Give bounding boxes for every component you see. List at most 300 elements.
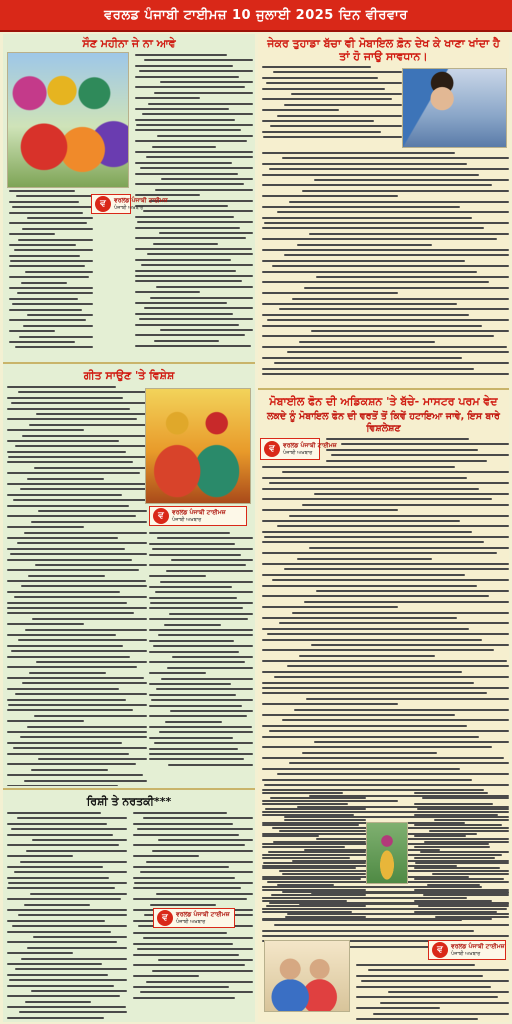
text-line bbox=[9, 276, 89, 278]
text-line bbox=[7, 720, 84, 722]
text-line bbox=[311, 644, 509, 646]
text-line bbox=[136, 124, 253, 126]
text-line bbox=[270, 125, 402, 127]
text-line bbox=[149, 726, 252, 728]
text-line bbox=[135, 227, 240, 229]
article-body-intro bbox=[322, 438, 509, 465]
text-line bbox=[262, 682, 474, 684]
text-line bbox=[277, 211, 509, 213]
text-line bbox=[262, 357, 462, 359]
text-line bbox=[297, 558, 433, 560]
text-line bbox=[262, 606, 398, 608]
text-line bbox=[135, 345, 251, 347]
text-line bbox=[262, 249, 509, 251]
text-line bbox=[160, 81, 253, 83]
text-line bbox=[135, 280, 242, 282]
text-line bbox=[302, 504, 509, 506]
text-line bbox=[282, 719, 509, 721]
text-line bbox=[157, 537, 253, 539]
text-line bbox=[292, 298, 509, 300]
text-line bbox=[18, 239, 93, 241]
text-line bbox=[25, 1001, 91, 1003]
text-line bbox=[265, 808, 366, 810]
text-line bbox=[7, 483, 147, 485]
text-line bbox=[147, 253, 253, 255]
text-line bbox=[341, 443, 509, 445]
text-line bbox=[8, 456, 147, 458]
text-line bbox=[7, 440, 119, 442]
text-line bbox=[31, 769, 108, 771]
text-line bbox=[152, 850, 253, 852]
text-line bbox=[266, 82, 402, 84]
text-line bbox=[414, 792, 488, 794]
text-line bbox=[135, 270, 236, 272]
text-line bbox=[262, 687, 509, 689]
text-line bbox=[282, 873, 366, 875]
text-line bbox=[282, 891, 509, 893]
text-line bbox=[7, 1006, 126, 1008]
text-line bbox=[291, 93, 402, 95]
text-line bbox=[14, 871, 127, 873]
text-line bbox=[133, 943, 233, 945]
text-line bbox=[142, 113, 253, 115]
text-line bbox=[133, 898, 247, 900]
text-line bbox=[262, 746, 492, 748]
text-line bbox=[135, 108, 229, 110]
text-line bbox=[262, 814, 354, 816]
article-sawan-month bbox=[3, 34, 255, 360]
brand-name: ਵਰਲਡ ਪੰਜਾਬੀ ਟਾਈਮਜ਼ bbox=[176, 911, 230, 918]
text-line bbox=[262, 346, 507, 348]
text-line bbox=[277, 773, 509, 775]
text-line bbox=[262, 281, 489, 283]
text-line bbox=[22, 435, 147, 437]
text-line bbox=[7, 677, 144, 679]
text-line bbox=[262, 314, 469, 316]
text-line bbox=[149, 640, 234, 642]
text-line bbox=[264, 536, 509, 538]
text-line bbox=[302, 752, 438, 754]
text-line bbox=[7, 774, 143, 776]
text-line bbox=[262, 897, 467, 899]
text-line bbox=[7, 548, 125, 550]
text-line bbox=[137, 948, 253, 950]
text-line bbox=[7, 909, 127, 911]
text-line bbox=[356, 964, 475, 966]
text-line bbox=[7, 472, 140, 474]
text-line bbox=[133, 975, 199, 977]
text-line bbox=[7, 920, 105, 922]
text-line bbox=[269, 482, 509, 484]
text-line bbox=[149, 672, 206, 674]
text-line bbox=[326, 438, 469, 440]
text-line bbox=[420, 851, 509, 853]
text-line bbox=[414, 857, 495, 859]
article-body-left bbox=[5, 190, 97, 352]
text-line bbox=[141, 264, 253, 266]
text-line bbox=[34, 715, 147, 717]
text-line bbox=[7, 569, 139, 571]
text-line bbox=[133, 855, 199, 857]
text-line bbox=[135, 140, 247, 142]
text-line bbox=[262, 725, 467, 727]
text-line bbox=[149, 661, 245, 663]
text-line bbox=[9, 265, 85, 267]
text-line bbox=[9, 287, 93, 289]
brand-logo-icon: ਵ bbox=[153, 508, 169, 524]
text-line bbox=[10, 553, 147, 555]
text-line bbox=[326, 449, 478, 451]
text-line bbox=[268, 851, 366, 853]
text-line bbox=[135, 86, 245, 88]
text-line bbox=[262, 835, 319, 837]
text-line bbox=[12, 206, 93, 208]
text-line bbox=[262, 109, 339, 111]
text-line bbox=[25, 271, 93, 273]
text-line bbox=[169, 613, 253, 615]
text-line bbox=[302, 924, 509, 926]
text-line bbox=[135, 119, 235, 121]
text-line bbox=[24, 904, 90, 906]
text-line bbox=[262, 585, 477, 587]
text-line bbox=[9, 201, 79, 203]
text-line bbox=[20, 488, 147, 490]
text-line bbox=[326, 460, 487, 462]
text-line bbox=[273, 841, 366, 843]
article-title: ਗੀਤ ਸਾਉਣ 'ਤੇ ਵਿਸ਼ੇਸ਼ bbox=[83, 369, 175, 382]
text-line bbox=[29, 672, 106, 674]
text-line bbox=[262, 120, 374, 122]
text-line bbox=[7, 429, 84, 431]
text-line bbox=[7, 634, 116, 636]
text-line bbox=[135, 173, 238, 175]
text-line bbox=[414, 835, 466, 837]
article-body-right-lower bbox=[129, 932, 255, 1002]
text-line bbox=[8, 882, 127, 884]
text-line bbox=[287, 351, 509, 353]
article-body-top bbox=[258, 66, 406, 141]
text-line bbox=[7, 844, 119, 846]
text-line bbox=[7, 408, 130, 410]
text-line bbox=[154, 340, 219, 342]
text-line bbox=[316, 276, 509, 278]
article-body-side bbox=[145, 532, 255, 769]
text-line bbox=[148, 103, 253, 105]
text-line bbox=[262, 520, 460, 522]
text-line bbox=[150, 602, 253, 604]
text-line bbox=[149, 564, 246, 566]
text-line bbox=[262, 552, 497, 554]
article-body-left bbox=[3, 812, 131, 1022]
text-line bbox=[170, 710, 253, 712]
text-line bbox=[7, 515, 136, 517]
text-line bbox=[18, 391, 147, 393]
text-line bbox=[133, 812, 227, 814]
text-line bbox=[314, 179, 509, 181]
text-line bbox=[7, 580, 146, 582]
text-line bbox=[262, 692, 487, 694]
text-line bbox=[262, 886, 455, 888]
child-with-phone-photo bbox=[402, 68, 507, 148]
text-line bbox=[7, 763, 136, 765]
text-line bbox=[30, 893, 127, 895]
text-line bbox=[262, 671, 462, 673]
article-title: ਰਿਸ਼ੀ ਤੇ ਨਰਤਕੀ*** bbox=[86, 795, 172, 808]
text-line bbox=[137, 221, 253, 223]
text-line bbox=[156, 688, 253, 690]
text-line bbox=[146, 861, 253, 863]
text-line bbox=[284, 568, 509, 570]
text-line bbox=[11, 828, 127, 830]
text-line bbox=[26, 850, 127, 852]
text-line bbox=[373, 1013, 509, 1015]
text-line bbox=[262, 867, 356, 869]
text-line bbox=[149, 554, 241, 556]
text-line bbox=[135, 313, 233, 315]
text-line bbox=[135, 162, 232, 164]
text-line bbox=[135, 334, 245, 336]
text-line bbox=[314, 913, 509, 915]
text-line bbox=[9, 330, 55, 332]
text-line bbox=[262, 714, 455, 716]
text-line bbox=[267, 633, 509, 635]
text-line bbox=[152, 548, 253, 550]
text-line bbox=[262, 227, 484, 229]
brand-badge bbox=[91, 194, 168, 214]
text-line bbox=[12, 925, 127, 927]
text-line bbox=[414, 803, 493, 805]
text-line bbox=[7, 941, 117, 943]
text-line bbox=[15, 693, 147, 695]
text-line bbox=[135, 129, 241, 131]
text-line bbox=[274, 676, 509, 678]
text-line bbox=[7, 602, 127, 604]
text-line bbox=[262, 488, 479, 490]
text-line bbox=[7, 418, 137, 420]
text-line bbox=[154, 92, 253, 94]
text-line bbox=[144, 307, 253, 309]
text-line bbox=[152, 146, 217, 148]
article-subtitle: ਲਕਦੇ ਨੂੰ ਮੋਬਾਇਲ ਫੋਨ ਦੀ ਵਰਤੋਂ ਤੋਂ ਕਿਵੇਂ ਹਟਾਇਆ ਜਾਵੇ, ਇਸ ਬਾਰੇ ਵਿਸ਼ਲੇਸ਼ਣ bbox=[267, 411, 500, 434]
text-line bbox=[27, 947, 127, 949]
text-line bbox=[262, 195, 398, 197]
text-line bbox=[22, 682, 147, 684]
text-line bbox=[161, 678, 253, 680]
masthead bbox=[0, 0, 512, 32]
brand-name: ਵਰਲਡ ਪੰਜਾਬੀ ਟਾਈਮਜ਼ bbox=[283, 442, 337, 449]
article-body-tail bbox=[352, 964, 509, 1022]
text-line bbox=[7, 666, 137, 668]
text-line bbox=[424, 841, 509, 843]
text-line bbox=[150, 904, 216, 906]
text-line bbox=[133, 964, 245, 966]
text-line bbox=[7, 974, 108, 976]
text-line bbox=[356, 1018, 478, 1020]
text-line bbox=[11, 402, 147, 404]
text-line bbox=[149, 748, 238, 750]
text-line bbox=[314, 493, 509, 495]
text-line bbox=[135, 65, 233, 67]
text-line bbox=[262, 271, 477, 273]
text-line bbox=[262, 260, 465, 262]
text-line bbox=[149, 629, 253, 631]
text-line bbox=[7, 785, 118, 786]
text-line bbox=[7, 931, 111, 933]
text-line bbox=[172, 656, 253, 658]
text-line bbox=[309, 547, 509, 549]
text-line bbox=[9, 233, 55, 235]
text-line bbox=[304, 287, 509, 289]
text-line bbox=[299, 655, 435, 657]
text-line bbox=[262, 66, 371, 68]
text-line bbox=[282, 157, 509, 159]
text-line bbox=[149, 705, 242, 707]
text-line bbox=[137, 828, 253, 830]
text-line bbox=[262, 88, 385, 90]
text-line bbox=[31, 521, 147, 523]
text-line bbox=[36, 661, 147, 663]
text-line bbox=[388, 991, 509, 993]
text-line bbox=[262, 792, 343, 794]
text-line bbox=[9, 190, 75, 192]
text-line bbox=[21, 282, 67, 284]
text-line bbox=[331, 454, 509, 456]
text-line bbox=[7, 526, 84, 528]
text-line bbox=[28, 575, 105, 577]
text-line bbox=[284, 819, 366, 821]
section-divider bbox=[258, 388, 509, 390]
text-line bbox=[135, 54, 227, 56]
text-line bbox=[7, 834, 113, 836]
text-line bbox=[356, 996, 498, 998]
text-line bbox=[14, 249, 93, 251]
text-line bbox=[9, 212, 83, 214]
text-line bbox=[262, 531, 472, 533]
text-line bbox=[262, 303, 457, 305]
brand-tagline: ਪੰਜਾਬੀ ਅਖ਼ਬਾਰ bbox=[172, 517, 202, 523]
text-line bbox=[13, 747, 147, 749]
text-line bbox=[12, 303, 93, 305]
text-line bbox=[262, 368, 474, 370]
text-line bbox=[7, 656, 130, 658]
article-title: ਸੌਣ ਮਹੀਨਾ ਜੇ ਨਾ ਆਵੇ bbox=[82, 37, 176, 50]
brand-badge bbox=[428, 940, 506, 960]
text-line bbox=[361, 980, 509, 982]
text-line bbox=[7, 731, 147, 733]
text-line bbox=[23, 325, 93, 327]
text-line bbox=[7, 742, 122, 744]
text-line bbox=[135, 324, 239, 326]
text-line bbox=[414, 878, 504, 880]
text-line bbox=[164, 624, 221, 626]
text-line bbox=[7, 688, 119, 690]
text-line bbox=[24, 780, 147, 782]
text-line bbox=[149, 532, 230, 534]
text-line bbox=[19, 336, 93, 338]
text-line bbox=[289, 762, 509, 764]
text-line bbox=[294, 709, 509, 711]
section-divider bbox=[3, 788, 255, 790]
brand-tagline: ਪੰਜਾਬੀ ਅਖ਼ਬਾਰ bbox=[176, 919, 206, 925]
text-line bbox=[7, 607, 147, 609]
text-line bbox=[262, 639, 482, 641]
text-line bbox=[149, 753, 253, 755]
text-line bbox=[9, 222, 87, 224]
text-line bbox=[135, 97, 200, 99]
text-line bbox=[159, 232, 253, 234]
text-line bbox=[7, 985, 114, 987]
brand-tagline: ਪੰਜਾਬੀ ਅਖ਼ਬਾਰ bbox=[451, 951, 481, 957]
text-line bbox=[17, 817, 127, 819]
text-line bbox=[316, 590, 509, 592]
text-line bbox=[417, 808, 509, 810]
text-line bbox=[7, 709, 133, 711]
text-line bbox=[18, 914, 127, 916]
text-line bbox=[15, 445, 147, 447]
text-line bbox=[14, 596, 147, 598]
text-line bbox=[135, 194, 200, 196]
text-line bbox=[139, 318, 253, 320]
text-line bbox=[262, 466, 455, 468]
text-line bbox=[269, 902, 509, 904]
text-line bbox=[306, 698, 509, 700]
text-line bbox=[161, 178, 253, 180]
text-line bbox=[262, 736, 479, 738]
text-line bbox=[289, 515, 509, 517]
text-line bbox=[279, 830, 366, 832]
text-line bbox=[17, 292, 93, 294]
text-line bbox=[160, 581, 253, 583]
brand-tagline: ਪੰਜਾਬੀ ਅਖ਼ਬਾਰ bbox=[114, 205, 144, 211]
text-line bbox=[152, 970, 253, 972]
article-body bbox=[3, 386, 151, 786]
text-line bbox=[269, 168, 509, 170]
text-line bbox=[134, 882, 253, 884]
brand-badge bbox=[153, 908, 235, 928]
text-line bbox=[314, 741, 509, 743]
text-line bbox=[262, 174, 479, 176]
text-line bbox=[7, 963, 102, 965]
text-line bbox=[414, 846, 490, 848]
text-line bbox=[146, 156, 253, 158]
text-line bbox=[7, 995, 120, 997]
text-line bbox=[154, 742, 253, 744]
text-line bbox=[157, 135, 253, 137]
text-line bbox=[7, 623, 84, 625]
text-line bbox=[262, 595, 489, 597]
text-line bbox=[168, 764, 253, 766]
text-line bbox=[25, 629, 147, 631]
text-line bbox=[262, 757, 504, 759]
text-line bbox=[140, 871, 253, 873]
text-line bbox=[155, 591, 253, 593]
section-divider bbox=[3, 362, 255, 364]
dancing-girls-photo bbox=[7, 52, 129, 188]
text-line bbox=[429, 830, 509, 832]
text-line bbox=[133, 877, 235, 879]
text-line bbox=[149, 597, 237, 599]
text-line bbox=[133, 844, 245, 846]
text-line bbox=[33, 936, 127, 938]
article-title: ਮੋਬਾਈਲ ਫੋਨ ਦੀ ਅਡਿਕਸ਼ਨ 'ਤੇ ਬੱਚੇ- ਮਾਸਟਰ ਪਰਮ ਵੇਦ bbox=[269, 395, 498, 408]
text-line bbox=[262, 152, 455, 154]
text-line bbox=[149, 694, 236, 696]
text-line bbox=[38, 510, 147, 512]
article-body-main bbox=[258, 152, 509, 378]
text-line bbox=[21, 585, 147, 587]
text-line bbox=[7, 494, 122, 496]
text-line bbox=[22, 228, 93, 230]
